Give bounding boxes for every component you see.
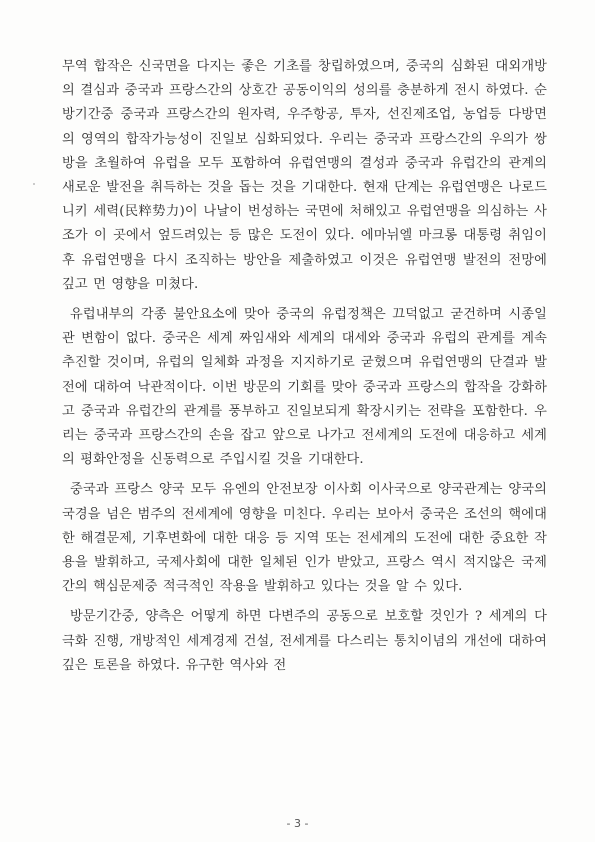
paragraph-3: 중국과 프랑스 양국 모두 유엔의 안전보장 이사회 이사국으로 양국관계는 양국의 국경을 넘은 범주의 전세계에 영향을 미친다. 우리는 보아서 중국은 조선의 핵에대한 해결문제, 기후변화에 대한 대응 등 지역 또는 전세계의 도전에 대한 중요한 작용을 발휘하고, 국제사회에 대한 일체된 인가 받았고, 프랑스 역시 적지않은 국제간의 핵심문제중 적극적인 작용을 발휘하고 있다는 것을 알 수 있다. [62, 482, 547, 595]
paragraph-1: 무역 합작은 신국면을 다지는 좋은 기초를 창립하였으며, 중국의 심화된 대외개방의 결심과 중국과 프랑스간의 상호간 공동이익의 성의를 충분하게 전시 하였다. 순방기간중 중국과 프랑스간의 원자력, 우주항공, 투자, 선진제조업, 농업등 다방면의 영역의 합작가능성이 진일보 심화되었다. 우리는 중국과 프랑스간의 우의가 쌍방을 초월하여 유럽을 모두 포함하여 유럽연맹의 결성과 중국과 유럽간의 관계의 새로운 발전을 취득하는 것을 돕는 것을 기대한다. 현재 단계는 유럽연맹은 나로드니키 세력(民粹势力)이 나날이 번성하는 국면에 처해있고 유럽연맹을 의심하는 사조가 이 곳에서 엎드려있는 등 많은 도전이 있다. 에마뉘엘 마크롱 대통령 취임이후 유럽연맹을 다시 조직하는 방안을 제출하였고 이것은 유럽연맹 발전의 전망에 깊고 먼 영향을 미쳤다. [62, 59, 547, 292]
paragraph-2: 유럽내부의 각종 불안요소에 맞아 중국의 유럽정책은 끄덕없고 굳건하며 시종일관 변함이 없다. 중국은 세계 짜임새와 세계의 대세와 중국과 유럽의 관계를 계속 추진할 것이며, 유럽의 일체화 과정을 지지하기로 굳혔으며 유럽연맹의 단결과 발전에 대하여 낙관적이다. 이번 방문의 기회를 맞아 중국과 프랑스의 합작을 강화하고 중국과 유럽간의 관계를 풍부하고 진일보되게 확장시키는 전략을 포함한다. 우리는 중국과 프랑스간의 손을 잡고 앞으로 나가고 전세계의 도전에 대응하고 세계의 평화안정을 신동력으로 주입시킬 것을 기대한다. [62, 307, 547, 468]
page-number: - 3 - [286, 817, 309, 830]
scan-speck [33, 183, 35, 185]
paragraph-4: 방문기간중, 양측은 어떻게 하면 다변주의 공동으로 보호할 것인가 ? 세계의 다극화 진행, 개방적인 세계경제 건설, 전세계를 다스리는 통치이념의 개선에 대하여 깊은 토론을 하였다. 유구한 역사와 전 [62, 609, 547, 673]
document-body [62, 55, 547, 678]
